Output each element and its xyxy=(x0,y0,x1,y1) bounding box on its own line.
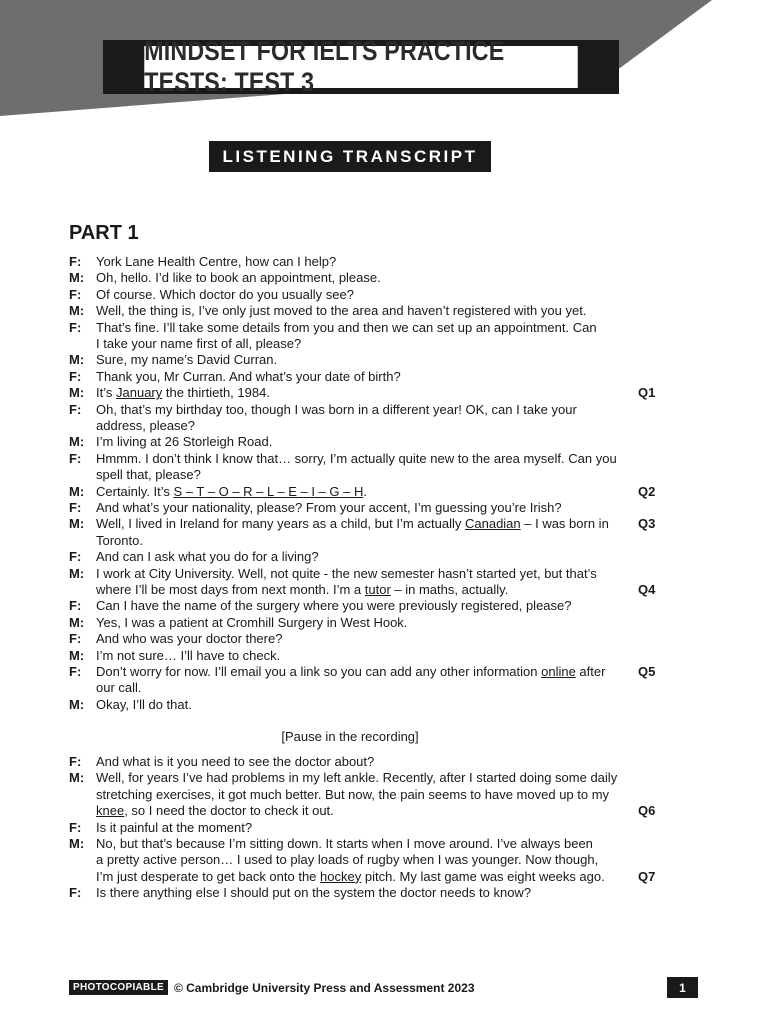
photocopiable-badge: PHOTOCOPIABLE xyxy=(69,980,168,995)
dialogue-segment: And what is it you need to see the doctor about? xyxy=(96,754,375,769)
dialogue-segment: where I’ll be most days from next month. I’m a xyxy=(96,582,365,597)
dialogue-text xyxy=(96,287,354,303)
dialogue-text xyxy=(96,336,301,352)
dialogue-segment: Toronto. xyxy=(96,532,143,548)
dialogue-segment: I work at City University. Well, not quite - the new semester hasn’t started yet, but that’s xyxy=(96,565,597,581)
dialogue-segment: And what’s your nationality, please? From your accent, I’m guessing you’re Irish? xyxy=(96,500,562,515)
speaker-label: M: xyxy=(69,836,85,851)
part-heading: PART 1 xyxy=(69,222,139,244)
dialogue-segment: Can I have the name of the surgery where you were previously registered, please? xyxy=(96,598,572,614)
dialogue-text xyxy=(96,434,272,450)
speaker-label: M: xyxy=(69,696,85,712)
speaker-label: M: xyxy=(69,352,85,368)
speaker-label: F: xyxy=(69,754,82,769)
dialogue-segment: – in maths, actually. xyxy=(390,582,509,597)
dialogue-text xyxy=(96,484,367,500)
speaker-label: F: xyxy=(69,254,82,269)
test-title-box xyxy=(103,36,619,97)
dialogue-text xyxy=(96,500,562,516)
dialogue-text xyxy=(96,320,597,336)
dialogue-text xyxy=(96,270,381,286)
speaker-label: F: xyxy=(69,631,82,647)
dialogue-text xyxy=(96,549,319,565)
dialogue-text xyxy=(96,820,252,836)
speaker-label: M: xyxy=(69,516,85,532)
question-marker: Q7 xyxy=(638,868,656,884)
speaker-label: M: xyxy=(69,385,85,401)
dialogue-segment: Certainly. It’s xyxy=(96,483,174,499)
speaker-label: F: xyxy=(69,598,82,614)
dialogue-text xyxy=(96,418,195,434)
test-title: MINDSET FOR IELTS PRACTICE TESTS: TEST 3 xyxy=(144,46,577,88)
dialogue-text xyxy=(96,803,334,819)
speaker-label: F: xyxy=(69,549,82,565)
speaker-label: F: xyxy=(69,885,82,901)
dialogue-segment: Of course. Which doctor do you usually see? xyxy=(96,286,354,302)
dialogue-segment: No, but that’s because I’m sitting down. It starts when I move around. I’ve always been xyxy=(96,836,593,851)
dialogue-text xyxy=(96,369,401,385)
speaker-label: M: xyxy=(69,614,85,630)
dialogue-text xyxy=(96,869,605,885)
speaker-label: F: xyxy=(69,319,82,335)
footer xyxy=(69,979,475,996)
dialogue-segment: , so I need the doctor to check it out. xyxy=(124,803,334,819)
dialogue-text xyxy=(96,770,617,786)
dialogue-text xyxy=(96,402,577,418)
speaker-label: F: xyxy=(69,450,82,466)
dialogue-segment: a pretty active person… I used to play loads of rugby when I was younger. Now though, xyxy=(96,852,599,868)
dialogue-text xyxy=(96,754,374,770)
answer-underlined: online xyxy=(541,664,576,679)
dialogue-segment: stretching exercises, it got much better. But now, the pain seems to have moved up to my xyxy=(96,786,610,802)
dialogue-segment: . xyxy=(363,483,367,499)
speaker-label: F: xyxy=(69,500,82,515)
section-subtitle: LISTENING TRANSCRIPT xyxy=(209,141,491,172)
copyright-text: © Cambridge University Press and Assessment 2023 xyxy=(173,980,475,995)
answer-underlined: knee xyxy=(96,803,125,819)
page-number: 1 xyxy=(667,977,698,998)
dialogue-text xyxy=(96,697,192,713)
dialogue-text xyxy=(96,664,605,680)
dialogue-segment: Is there anything else I should put on the system the doctor needs to know? xyxy=(96,885,532,901)
dialogue-segment: And who was your doctor there? xyxy=(96,631,283,647)
speaker-label: M: xyxy=(69,270,85,286)
dialogue-text xyxy=(96,533,143,549)
dialogue-text xyxy=(96,467,201,483)
dialogue-text xyxy=(96,303,586,319)
speaker-label: M: xyxy=(69,483,85,499)
dialogue-text xyxy=(96,352,277,368)
dialogue-segment: It’s xyxy=(96,385,116,401)
dialogue-text xyxy=(96,787,609,803)
dialogue-text xyxy=(96,254,336,270)
dialogue-text xyxy=(96,598,571,614)
dialogue-segment: Don’t worry for now. I’ll email you a link so you can add any other information xyxy=(96,664,542,679)
dialogue-segment: pitch. My last game was eight weeks ago. xyxy=(361,868,605,884)
question-marker: Q4 xyxy=(638,582,656,597)
dialogue-segment: our call. xyxy=(96,680,142,696)
dialogue-segment: That’s fine. I’ll take some details from you and then we can set up an appointment. Can xyxy=(96,319,597,335)
dialogue-text xyxy=(96,566,597,582)
question-marker: Q2 xyxy=(638,483,656,499)
dialogue-text xyxy=(96,648,280,664)
dialogue-segment: Well, the thing is, I’ve only just moved to the area and haven’t registered with you yet. xyxy=(96,303,587,319)
dialogue-segment: spell that, please? xyxy=(96,467,201,483)
dialogue-segment: Well, for years I’ve had problems in my left ankle. Recently, after I started doing some daily xyxy=(96,770,618,786)
dialogue-segment: York Lane Health Centre, how can I help? xyxy=(96,254,337,269)
speaker-label: M: xyxy=(69,434,85,450)
dialogue-text xyxy=(96,516,609,532)
question-marker: Q3 xyxy=(638,516,656,532)
speaker-label: F: xyxy=(69,368,82,384)
dialogue-text xyxy=(96,582,508,598)
dialogue-segment: address, please? xyxy=(96,418,196,433)
dialogue-text xyxy=(96,615,407,631)
dialogue-text xyxy=(96,885,531,901)
dialogue-text xyxy=(96,680,142,696)
speaker-label: F: xyxy=(69,401,82,417)
speaker-label: F: xyxy=(69,664,82,679)
answer-underlined: hockey xyxy=(320,868,362,884)
speaker-label: M: xyxy=(69,647,85,663)
dialogue-segment: I’m living at 26 Storleigh Road. xyxy=(96,434,273,450)
dialogue-segment: Thank you, Mr Curran. And what’s your date of birth? xyxy=(96,368,401,384)
answer-underlined: tutor xyxy=(364,582,391,597)
dialogue-text xyxy=(96,451,617,467)
dialogue-segment: I take your name first of all, please? xyxy=(96,336,302,351)
dialogue-segment: – I was born in xyxy=(520,516,609,532)
dialogue-segment: And can I ask what you do for a living? xyxy=(96,549,319,565)
dialogue-segment: Yes, I was a patient at Cromhill Surgery in West Hook. xyxy=(96,614,408,630)
speaker-label: M: xyxy=(69,303,85,319)
dialogue-text xyxy=(96,385,270,401)
pause-note: [Pause in the recording] xyxy=(281,729,419,744)
question-marker: Q6 xyxy=(638,803,656,819)
dialogue-segment: after xyxy=(575,664,606,679)
dialogue-segment: I’m just desperate to get back onto the xyxy=(96,868,321,884)
dialogue-segment: Oh, that’s my birthday too, though I was born in a different year! OK, can I take your xyxy=(96,401,577,417)
answer-underlined: Canadian xyxy=(464,516,521,532)
speaker-label: M: xyxy=(69,770,85,786)
dialogue-segment: Hmmm. I don’t think I know that… sorry, I’m actually quite new to the area myself. Can you xyxy=(96,450,617,466)
answer-underlined: S – T – O – R – L – E – I – G – H xyxy=(173,483,364,499)
question-marker: Q1 xyxy=(638,385,656,401)
speaker-label: F: xyxy=(69,286,82,302)
dialogue-segment: Is it painful at the moment? xyxy=(96,819,253,835)
dialogue-segment: Okay, I’ll do that. xyxy=(96,696,192,712)
dialogue-segment: the thirtieth, 1984. xyxy=(162,385,270,401)
answer-underlined: January xyxy=(116,385,163,401)
dialogue-text xyxy=(96,836,593,852)
speaker-label: F: xyxy=(69,819,82,835)
dialogue-segment: Oh, hello. I’d like to book an appointment, please. xyxy=(96,270,381,286)
question-marker: Q5 xyxy=(638,664,656,679)
dialogue-segment: I’m not sure… I’ll have to check. xyxy=(96,647,281,663)
dialogue-text xyxy=(96,631,282,647)
dialogue-segment: Well, I lived in Ireland for many years as a child, but I’m actually xyxy=(96,516,465,532)
dialogue-segment: Sure, my name’s David Curran. xyxy=(96,352,278,368)
dialogue-text xyxy=(96,852,598,868)
speaker-label: M: xyxy=(69,565,85,581)
